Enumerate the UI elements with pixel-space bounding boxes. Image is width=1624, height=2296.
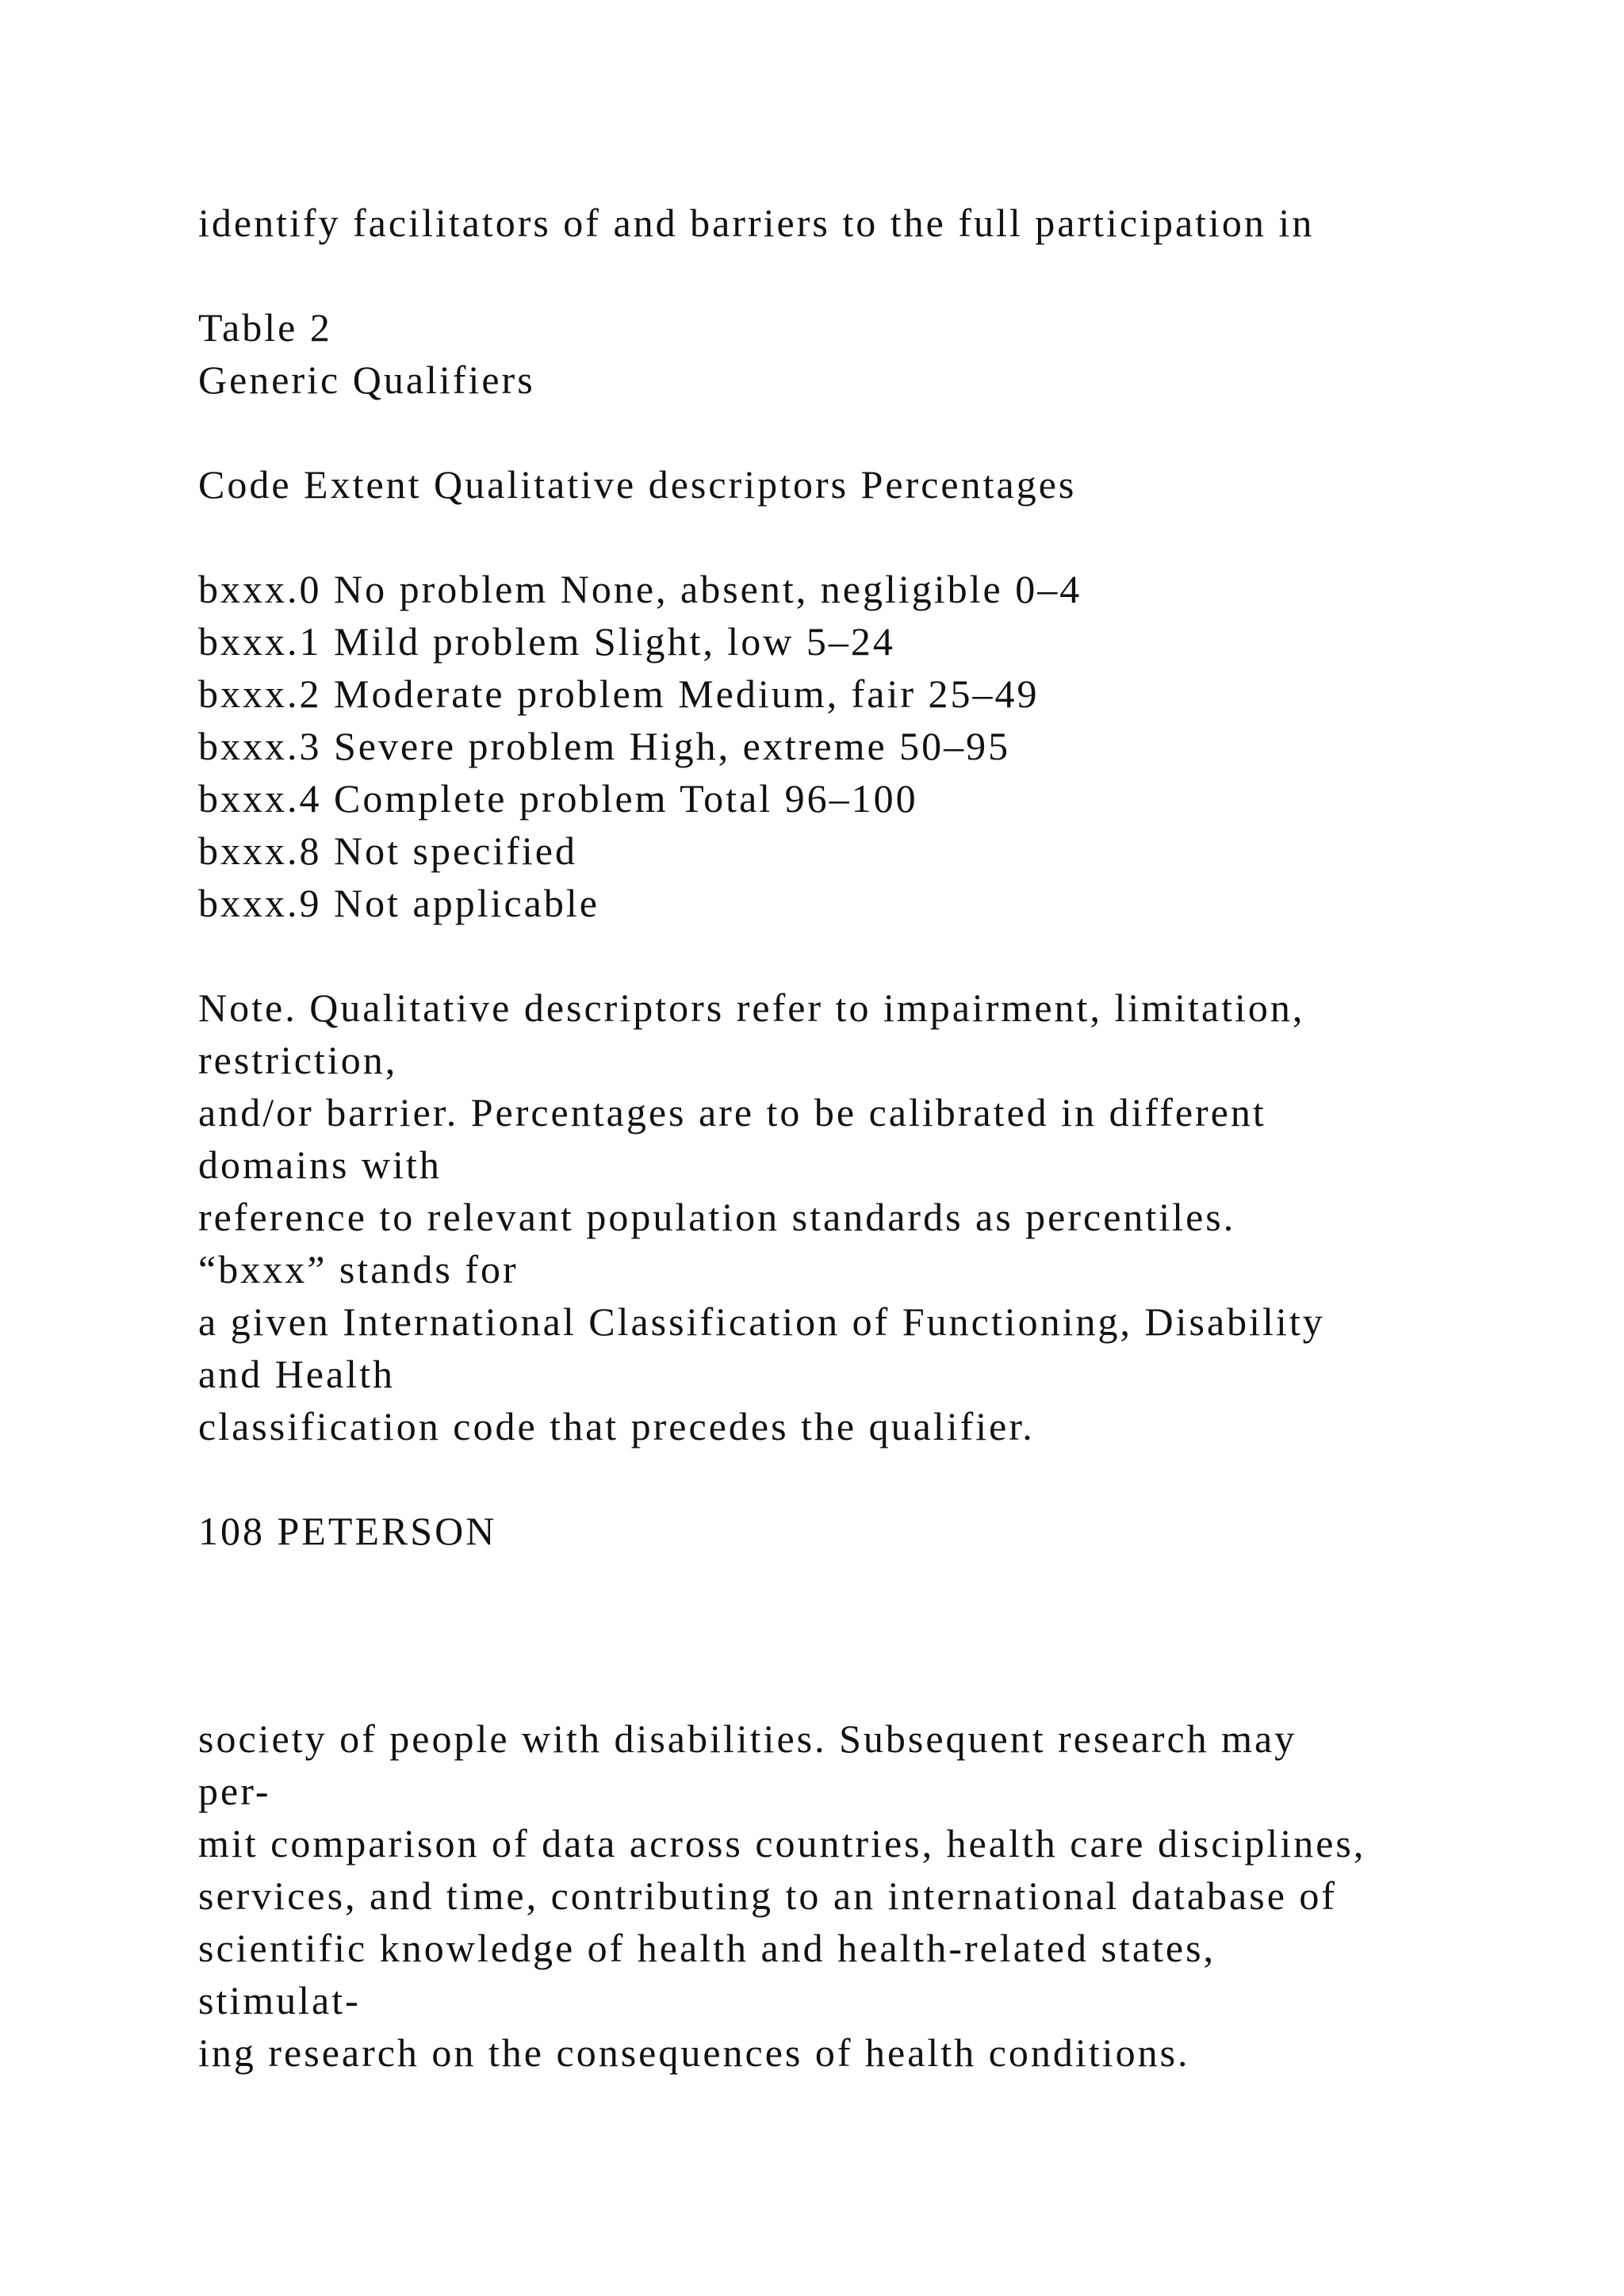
table-row: bxxx.3 Severe problem High, extreme 50–95 (198, 724, 1011, 768)
body-text-line: society of people with disabilities. Subsequent research may (198, 1716, 1297, 1761)
table-note-line: “bxxx” stands for (198, 1247, 519, 1292)
table-note-line: and/or barrier. Percentages are to be calibrated in different (198, 1090, 1266, 1135)
table-note-line: Note. Qualitative descriptors refer to impairment, limitation, (198, 985, 1305, 1030)
table-note-line: reference to relevant population standards as percentiles. (198, 1195, 1236, 1239)
table-row: bxxx.9 Not applicable (198, 881, 599, 925)
body-text-line: stimulat- (198, 1978, 361, 2022)
table-label: Table 2 (198, 305, 332, 350)
body-text-line: ing research on the consequences of health conditions. (198, 2030, 1190, 2075)
table-row: bxxx.1 Mild problem Slight, low 5–24 (198, 619, 895, 664)
table-row: bxxx.8 Not specified (198, 828, 577, 873)
table-note-line: a given International Classification of Functioning, Disability (198, 1299, 1325, 1344)
table-row: bxxx.2 Moderate problem Medium, fair 25–49 (198, 672, 1040, 716)
table-note-line: and Health (198, 1352, 395, 1396)
body-text-line: scientific knowledge of health and health-related states, (198, 1926, 1216, 1970)
body-text-line: per- (198, 1769, 271, 1813)
body-text-line: services, and time, contributing to an international database of (198, 1873, 1338, 1918)
running-footer: 108 PETERSON (198, 1509, 497, 1553)
body-text-line: identify facilitators of and barriers to the full participation in (198, 201, 1315, 245)
table-note-line: classification code that precedes the qualifier. (198, 1404, 1035, 1448)
table-row: bxxx.0 No problem None, absent, negligible 0–4 (198, 567, 1082, 611)
body-text-line: mit comparison of data across countries, health care disciplines, (198, 1821, 1366, 1866)
table-note-line: restriction, (198, 1038, 398, 1082)
table-row: bxxx.4 Complete problem Total 96–100 (198, 776, 918, 821)
table-title: Generic Qualifiers (198, 358, 535, 402)
table-header-row: Code Extent Qualitative descriptors Percentages (198, 462, 1077, 507)
table-note-line: domains with (198, 1142, 442, 1187)
